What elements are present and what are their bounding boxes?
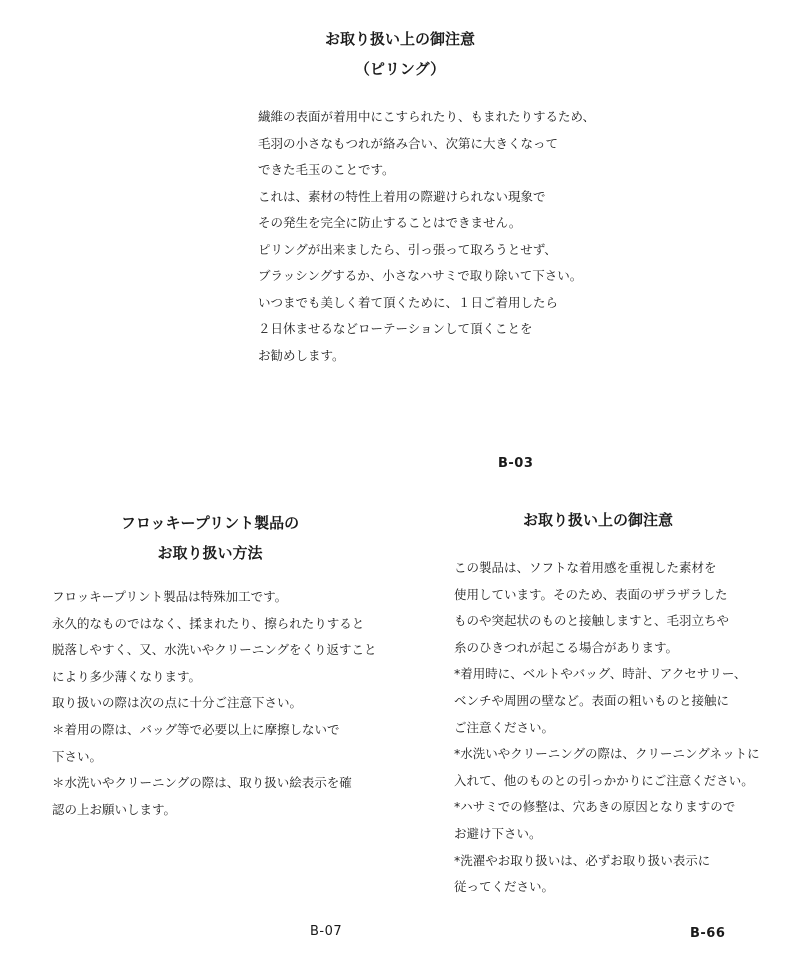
body-line: ベンチや周囲の壁など。表面の粗いものと接触に (454, 692, 730, 708)
body-line: ＊水洗いやクリーニングの際は、取り扱い絵表示を確 (52, 775, 352, 791)
flocky-print-title-line2: お取り扱い方法 (157, 544, 263, 562)
pilling-notice-body (258, 104, 595, 369)
pilling-notice-subtitle: （ピリング） (354, 60, 446, 78)
body-line: *着用時に、ベルトやバッグ、時計、アクセサリー、 (454, 666, 747, 682)
body-line: できた毛玉のことです。 (258, 162, 395, 177)
body-line: ブラッシングするか、小さなハサミで取り除いて下さい。 (258, 268, 583, 283)
body-line: *ハサミでの修整は、穴あきの原因となりますので (454, 799, 736, 815)
body-line: により多少薄くなります。 (52, 668, 202, 684)
body-line: 永久的なものではなく、揉まれたり、擦られたりすると (52, 615, 365, 631)
body-line: ２日休ませるなどローテーションして頂くことを (258, 321, 533, 336)
section-code-b07: B-07 (310, 924, 343, 939)
body-line: 毛羽の小さなもつれが絡み合い、次第に大きくなって (258, 135, 559, 151)
body-line: 認の上お願いします。 (52, 801, 177, 817)
body-line: その発生を完全に防止することはできません。 (258, 215, 522, 230)
pilling-notice-section (0, 24, 800, 363)
body-line: 下さい。 (52, 748, 103, 764)
pilling-notice-heading (0, 24, 800, 84)
body-line: 繊維の表面が着用中にこすられたり、もまれたりするため、 (258, 109, 596, 124)
body-line: ＊着用の際は、バッグ等で必要以上に摩擦しないで (52, 721, 340, 737)
body-line: ピリングが出来ましたら、引っ張って取ろうとせず、 (258, 241, 557, 257)
section-code-b03: B-03 (498, 456, 534, 471)
handling-notice-body (454, 555, 760, 901)
body-line: 従ってください。 (454, 879, 555, 895)
body-line: 取り扱いの際は次の点に十分ご注意下さい。 (52, 695, 303, 711)
body-line: 糸のひきつれが起こる場合があります。 (454, 639, 679, 655)
body-line: フロッキープリント製品は特殊加工です。 (52, 589, 288, 604)
body-line: 入れて、他のものとの引っかかりにご注意ください。 (454, 772, 754, 788)
body-line: これは、素材の特性上着用の際避けられない現象で (258, 188, 546, 204)
body-line: いつまでも美しく着て頂くために、１日ご着用したら (258, 294, 559, 310)
pilling-notice-title: お取り扱い上の御注意 (324, 30, 475, 48)
body-line: 脱落しやすく、又、水洗いやクリーニングをくり返すこと (52, 642, 377, 658)
body-line: *水洗いやクリーニングの際は、クリーニングネットに (454, 746, 760, 762)
handling-notice-title: お取り扱い上の御注意 (522, 511, 673, 529)
flocky-print-section (40, 508, 380, 817)
body-line: 使用しています。そのため、表面のザラザラした (454, 586, 728, 602)
flocky-print-title-line1: フロッキープリント製品の (120, 514, 300, 532)
body-line: お避け下さい。 (454, 825, 542, 841)
body-line: お勧めします。 (258, 347, 345, 363)
flocky-print-body (52, 584, 377, 823)
body-line: *洗濯やお取り扱いは、必ずお取り扱い表示に (454, 852, 711, 868)
handling-notice-section (448, 505, 760, 895)
body-line: ご注意ください。 (454, 719, 555, 735)
body-line: この製品は、ソフトな着用感を重視した素材を (454, 560, 717, 575)
body-line: ものや突起状のものと接触しますと、毛羽立ちや (454, 613, 730, 629)
section-code-b66: B-66 (690, 926, 726, 941)
